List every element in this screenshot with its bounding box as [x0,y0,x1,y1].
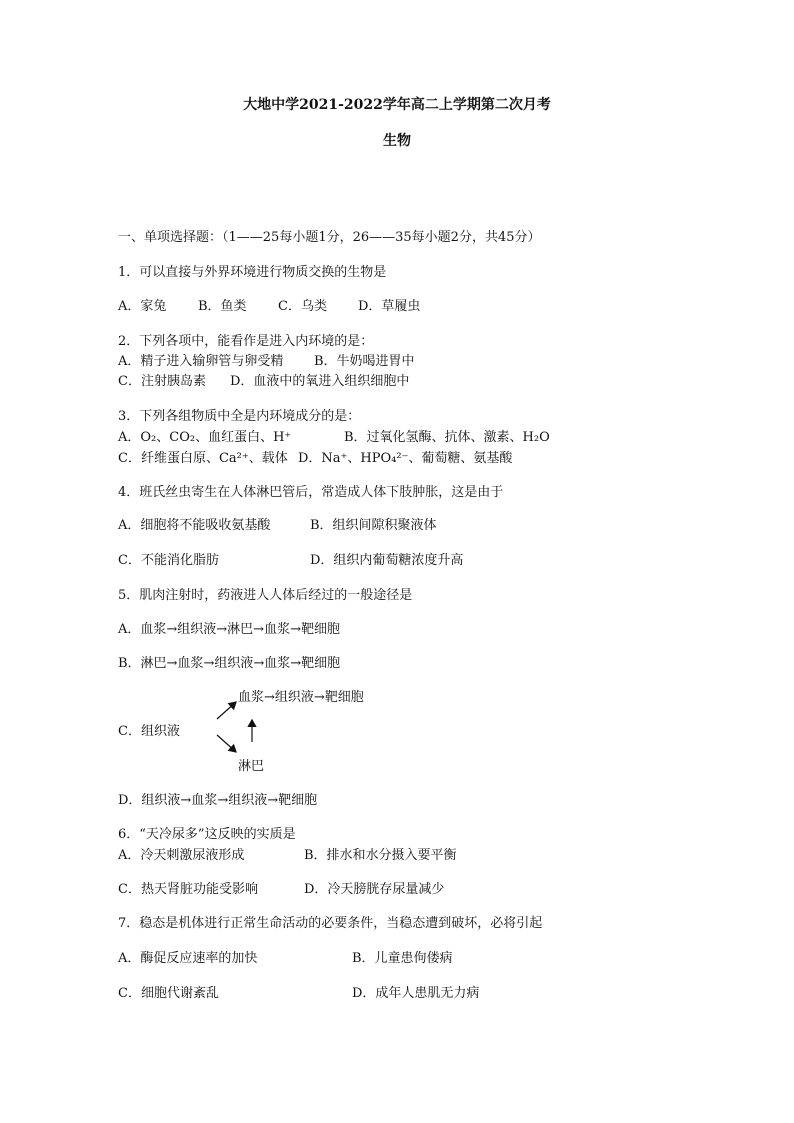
question-2-option-a[interactable]: A．精子进入输卵管与卵受精 [118,354,284,369]
question-7-option-c[interactable]: C．细胞代谢紊乱 [118,986,219,1001]
question-5-diagram-top-path: 血浆→组织液→靶细胞 [238,690,364,705]
question-5-stem: 5．肌肉注射时，药液进人人体后经过的一般途径是 [118,588,413,603]
question-6-option-c[interactable]: C．热天肾脏功能受影响 [118,882,258,897]
arrow-tissue-fluid-to-lymph-icon [217,735,236,752]
question-3-stem: 3．下列各组物质中全是内环境成分的是： [118,409,361,424]
question-2-stem: 2．下列各项中，能看作是进入内环境的是： [118,334,374,349]
question-4-option-d[interactable]: D．组织内葡萄糖浓度升高 [310,553,464,568]
question-6-option-b[interactable]: B．排水和水分摄入要平衡 [304,848,457,863]
question-5-option-b[interactable]: B．淋巴→血浆→组织液→血浆→靶细胞 [118,656,341,671]
question-5-diagram-lymph: 淋巴 [238,759,265,774]
exam-title: 大地中学2021-2022学年高二上学期第二次月考 [243,97,551,113]
subject-title: 生物 [383,133,411,149]
question-3-option-d[interactable]: D．Na⁺、HPO₄²⁻、葡萄糖、氨基酸 [298,451,513,466]
question-7-option-d[interactable]: D．成年人患肌无力病 [352,986,480,1001]
question-1-option-a[interactable]: A．家兔 [118,299,167,314]
question-2-option-d[interactable]: D．血液中的氧进入组织细胞中 [230,374,410,389]
question-2-option-b[interactable]: B．牛奶喝进胃中 [314,354,415,369]
question-7-option-b[interactable]: B．儿童患佝偻病 [352,951,453,966]
question-3-option-b[interactable]: B．过氧化氢酶、抗体、激素、H₂O [344,430,550,445]
question-6-stem: 6．“天冷尿多”这反映的实质是 [118,827,296,842]
question-3-option-c[interactable]: C．纤维蛋白原、Ca²⁺、载体 [118,451,288,466]
question-7-stem: 7．稳态是机体进行正常生命活动的必要条件，当稳态遭到破坏，必将引起 [118,916,543,931]
question-6-option-d[interactable]: D．冷天膀胱存尿量减少 [304,882,445,897]
question-3-option-a[interactable]: A．O₂、CO₂、血红蛋白、H⁺ [118,430,292,445]
question-1-stem: 1．可以直接与外界环境进行物质交换的生物是 [118,265,387,280]
arrow-tissue-fluid-to-plasma-icon [217,702,236,719]
question-1-option-c[interactable]: C．乌类 [278,299,327,314]
section-heading: 一、单项选择题：（1——25每小题1分，26——35每小题2分，共45分） [118,230,541,245]
question-5-option-c[interactable]: C．组织液 [118,724,180,739]
question-5-option-d[interactable]: D．组织液→血浆→组织液→靶细胞 [118,793,318,808]
question-4-stem: 4．班氏丝虫寄生在人体淋巴管后，常造成人体下肢肿胀，这是由于 [118,485,504,500]
question-1-option-b[interactable]: B．鱼类 [198,299,247,314]
question-4-option-b[interactable]: B．组织间隙积聚液体 [310,518,437,533]
question-4-option-c[interactable]: C．不能消化脂肪 [118,553,219,568]
question-4-option-a[interactable]: A．细胞将不能吸收氨基酸 [118,518,271,533]
question-6-option-a[interactable]: A．冷天刺激尿液形成 [118,848,245,863]
question-2-option-c[interactable]: C．注射胰岛素 [118,374,206,389]
question-5-option-a[interactable]: A．血浆→组织液→淋巴→血浆→靶细胞 [118,622,340,637]
question-7-option-a[interactable]: A．酶促反应速率的加快 [118,951,258,966]
question-1-option-d[interactable]: D．草履虫 [358,299,421,314]
